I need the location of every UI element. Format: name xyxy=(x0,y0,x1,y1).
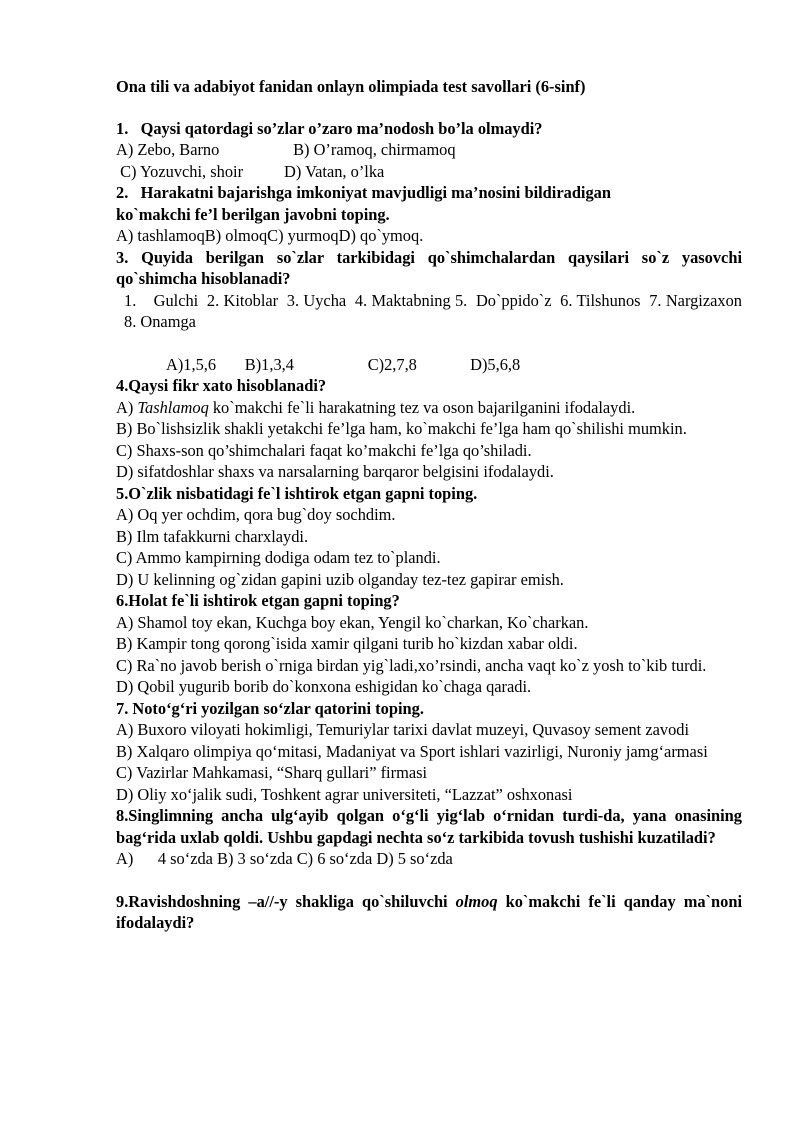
question-4-option-c: C) Shaxs-son qo’shimchalari faqat ko’makchi fe’lga qo’shiladi. xyxy=(116,440,532,460)
document-title: Ona tili va adabiyot fanidan onlayn olimpiada test savollari (6-sinf) xyxy=(116,77,586,96)
question-7-option-a: A) Buxoro viloyati hokimligi, Temuriylar tarixi davlat muzeyi, Quvasoy sement zavodi xyxy=(116,720,690,739)
question-5-option-c: C) Ammo kampirning dodiga odam tez to`plandi. xyxy=(116,548,441,567)
question-3-items: 1. Gulchi 2. Kitoblar 3. Uycha 4. Maktabning 5. Do`ppido`z 6. Tilshunos 7. Nargizaxon 8. Onamga xyxy=(124,290,751,331)
question-4-option-d: D) sifatdoshlar shaxs va narsalarning barqaror belgisini ifodalaydi. xyxy=(116,462,554,481)
question-8-options: A) 4 so‘zda B) 3 so‘zda C) 6 so‘zda D) 5 so‘zda xyxy=(116,849,453,868)
question-7-option-d: D) Oliy xo‘jalik sudi, Toshkent agrar universiteti, “Lazzat” oshxonasi xyxy=(116,784,573,804)
document-page xyxy=(116,76,751,934)
question-7-option-b: B) Xalqaro olimpiya qo‘mitasi, Madaniyat va Sport ishlari vazirligi, Nuroniy jamg‘armasi xyxy=(116,741,708,761)
question-2-line-2: ko`makchi fe’l berilgan javobni toping. xyxy=(116,204,390,224)
question-6-option-a: A) Shamol toy ekan, Kuchga boy ekan, Yengil ko`charkan, Ko`charkan. xyxy=(116,612,589,632)
question-5-option-a: A) Oq yer ochdim, qora bug`doy sochdim. xyxy=(116,505,396,524)
question-4-option-a: A) Tashlamoq ko`makchi fe`li harakatning tez va oson bajarilganini ifodalaydi. xyxy=(116,397,636,417)
question-7: 7. Noto‘g‘ri yozilgan so‘zlar qatorini toping. xyxy=(116,698,424,718)
question-8: 8.Singlimning ancha ulg‘ayib qolgan o‘g‘li yig‘lab o‘rnidan turdi-da, yana onasining bag‘rida uxlab qoldi. Ushbu gapdagi nechta so‘z tarkibida tovush tushishi kuzatiladi? xyxy=(116,806,742,847)
question-2-options: A) tashlamoqB) olmoqC) yurmoqD) qo`ymoq. xyxy=(116,226,424,245)
question-9: 9.Ravishdoshning –a//-y shakliga qo`shiluvchi olmoq ko`makchi fe`li qanday ma`noni ifodalaydi? xyxy=(116,891,742,932)
question-6-option-c: C) Ra`no javob berish o`rniga birdan yig`ladi,xo’rsindi, ancha vaqt ko`z yosh to`kib turdi. xyxy=(116,655,707,675)
question-3-answers: A)1,5,6 B)1,3,4 C)2,7,8 D)5,6,8 xyxy=(166,354,521,374)
question-2-line-1: 2. Harakatni bajarishga imkoniyat mavjudligi ma’nosini bildiradigan xyxy=(116,183,611,202)
question-1: 1. Qaysi qatordagi so’zlar o’zaro ma’nodosh bo’la olmaydi? xyxy=(116,118,543,138)
question-1-options-row-1: A) Zebo, Barno B) O’ramoq, chirmamoq xyxy=(116,140,456,159)
question-4-italic-word: Tashlamoq xyxy=(137,397,209,417)
question-6: 6.Holat fe`li ishtirok etgan gapni toping? xyxy=(116,591,400,610)
question-6-option-d: D) Qobil yugurib borib do`konxona eshigidan ko`chaga qaradi. xyxy=(116,677,532,696)
question-4-option-b: B) Bo`lishsizlik shakli yetakchi fe’lga ham, ko`makchi fe’lga ham qo`shilishi mumkin. xyxy=(116,419,687,438)
question-5-option-b: B) Ilm tafakkurni charxlaydi. xyxy=(116,526,309,546)
question-4: 4.Qaysi fikr xato hisoblanadi? xyxy=(116,376,327,395)
question-5: 5.O`zlik nisbatidagi fe`l ishtirok etgan gapni toping. xyxy=(116,483,478,503)
question-9-italic-word: olmoq xyxy=(455,891,498,911)
question-1-options-row-2: C) Yozuvchi, shoir D) Vatan, o’lka xyxy=(116,161,385,181)
question-3: 3. Quyida berilgan so`zlar tarkibidagi qo`shimchalardan qaysilari so`z yasovchi qo`shimcha hisoblanadi? xyxy=(116,247,742,288)
question-6-option-b: B) Kampir tong qorong`isida xamir qilgani turib ho`kizdan xabar oldi. xyxy=(116,634,578,653)
question-7-option-c: C) Vazirlar Mahkamasi, “Sharq gullari” firmasi xyxy=(116,763,428,782)
question-5-option-d: D) U kelinning og`zidan gapini uzib olganday tez-tez gapirar emish. xyxy=(116,569,564,589)
